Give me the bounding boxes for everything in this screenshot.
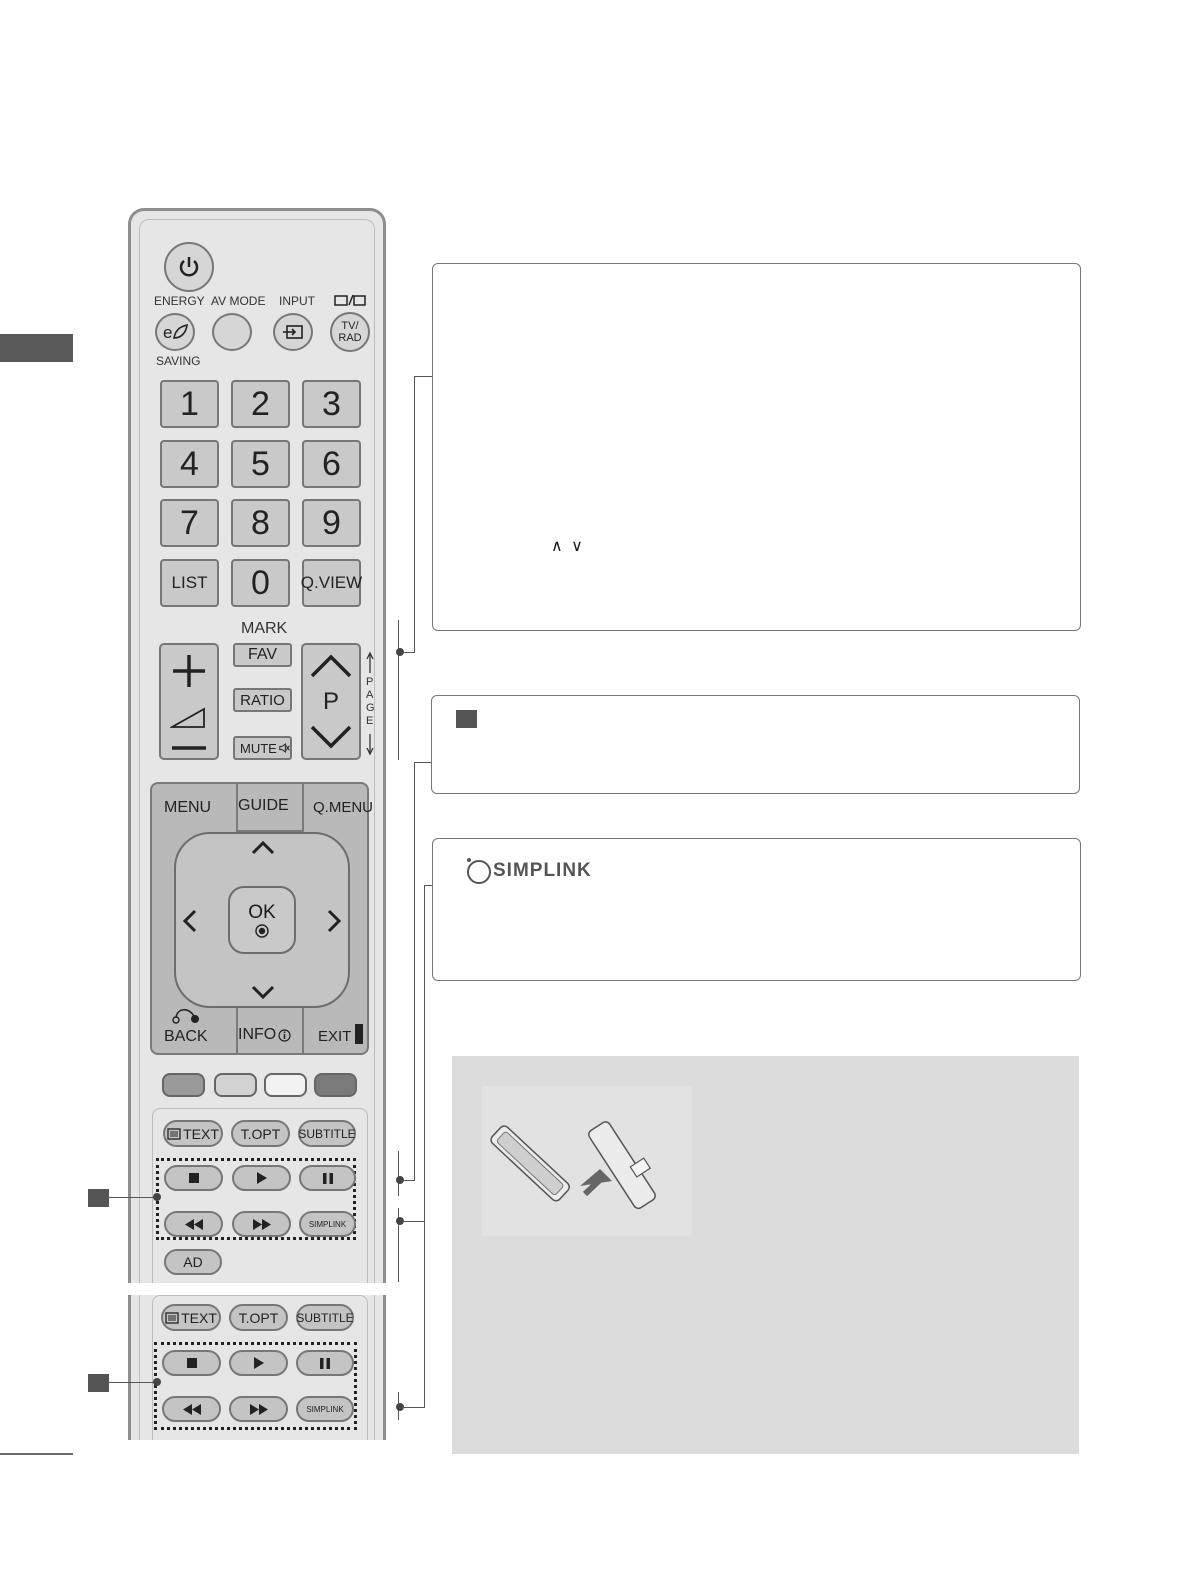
programme-rocker xyxy=(301,643,361,760)
section-gap xyxy=(120,1283,410,1295)
pause-icon xyxy=(320,1358,330,1369)
right-arrow-icon xyxy=(326,908,342,934)
simplink-button: SIMPLINK xyxy=(299,1211,356,1237)
exit-label: EXIT xyxy=(318,1028,352,1045)
info-icon xyxy=(278,1029,291,1042)
quick-menu-button: Q.MENU xyxy=(313,799,373,816)
leader-line xyxy=(402,1180,414,1181)
exit-icon xyxy=(354,1023,364,1045)
ok-dot-icon xyxy=(255,924,269,938)
navigation-block xyxy=(150,782,373,1055)
number-key-8: 8 xyxy=(231,499,290,547)
remote-battery-illustration xyxy=(482,1086,692,1236)
guide-button: GUIDE xyxy=(238,797,289,814)
av-mode-button xyxy=(212,313,252,351)
info-label: INFO xyxy=(238,1026,277,1043)
stop-button-alt xyxy=(162,1350,221,1376)
blue-key xyxy=(314,1073,357,1097)
quick-view-key: Q.VIEW xyxy=(302,559,361,607)
teletext-callout xyxy=(431,695,1080,794)
input-button xyxy=(273,313,313,351)
tv-rad-button: TV/ RAD xyxy=(330,312,370,352)
number-key-5: 5 xyxy=(231,440,290,488)
programme-label: P xyxy=(322,687,339,715)
minus-icon xyxy=(169,744,209,752)
battery-note-box xyxy=(452,1056,1079,1454)
bracket-line xyxy=(398,1151,399,1196)
simplink-logo-text: SIMPLINK xyxy=(493,860,592,881)
up-arrow-icon xyxy=(250,840,276,856)
subtitle-button-alt: SUBTITLE xyxy=(296,1304,354,1331)
number-key-7: 7 xyxy=(160,499,219,547)
battery-illustration-panel xyxy=(482,1086,692,1236)
number-key-1: 1 xyxy=(160,380,219,428)
play-icon xyxy=(253,1357,265,1369)
channel-controls-callout xyxy=(432,263,1081,631)
leader-line xyxy=(414,376,415,653)
play-icon xyxy=(256,1172,268,1184)
teletext-icon xyxy=(167,1128,181,1140)
ok-button xyxy=(228,886,296,954)
leader-line xyxy=(424,885,425,1408)
nav-divider xyxy=(302,784,304,832)
ok-label: OK xyxy=(248,902,276,923)
plus-icon xyxy=(169,651,209,691)
volume-icon xyxy=(170,707,208,729)
nav-divider xyxy=(302,1008,304,1055)
callout-marker-a xyxy=(88,1189,109,1207)
info-button xyxy=(238,1026,291,1044)
channel-up-icon xyxy=(309,653,353,679)
pause-button xyxy=(299,1165,356,1191)
svg-text:e: e xyxy=(163,323,173,341)
channel-down-icon xyxy=(309,724,353,750)
callout-marker-a xyxy=(456,710,477,728)
number-key-9: 9 xyxy=(302,499,361,547)
teletext-icon xyxy=(165,1312,179,1324)
navigation-ring xyxy=(174,832,350,1008)
audio-description-button: AD xyxy=(164,1249,222,1275)
pause-button-alt xyxy=(296,1350,354,1376)
stop-icon xyxy=(189,1173,199,1183)
simplink-button-alt: SIMPLINK xyxy=(296,1396,354,1422)
mute-button xyxy=(233,736,292,760)
yellow-key xyxy=(264,1073,307,1097)
energy-label: ENERGY xyxy=(154,294,205,308)
back-button: BACK xyxy=(164,1028,208,1045)
power-icon xyxy=(176,254,202,280)
subtitle-button: SUBTITLE xyxy=(298,1120,356,1147)
av-mode-label: AV MODE xyxy=(211,294,266,308)
saving-label: SAVING xyxy=(156,354,201,368)
leader-line xyxy=(402,1407,424,1408)
number-key-2: 2 xyxy=(231,380,290,428)
menu-button: MENU xyxy=(164,799,212,816)
text-label: TEXT xyxy=(183,1125,219,1142)
rewind-icon xyxy=(185,1219,203,1230)
input-source-icon xyxy=(282,324,304,340)
page-letter-p: P xyxy=(366,676,374,688)
simplink-callout xyxy=(432,838,1081,981)
left-arrow-icon xyxy=(182,908,198,934)
rewind-icon xyxy=(183,1404,201,1415)
simplink-logo-icon xyxy=(465,857,491,885)
fast-forward-button-alt xyxy=(229,1396,288,1422)
down-arrow-icon xyxy=(250,984,276,1000)
leader-line xyxy=(402,1221,424,1222)
leader-line xyxy=(414,376,433,377)
stop-button xyxy=(164,1165,223,1191)
tv-radio-icon xyxy=(334,294,366,306)
number-key-3: 3 xyxy=(302,380,361,428)
mute-label: MUTE xyxy=(240,740,277,756)
fast-forward-icon xyxy=(250,1404,268,1415)
text-button-alt xyxy=(161,1304,221,1331)
mark-label: MARK xyxy=(241,620,288,637)
page-letter-g: G xyxy=(366,702,375,714)
section-tab-marker xyxy=(0,334,73,362)
play-button-alt xyxy=(229,1350,288,1376)
topt-button-alt: T.OPT xyxy=(229,1304,288,1331)
stop-icon xyxy=(187,1358,197,1368)
list-key: LIST xyxy=(160,559,219,607)
number-key-4: 4 xyxy=(160,440,219,488)
fast-forward-button xyxy=(232,1211,291,1237)
rewind-button xyxy=(164,1211,223,1237)
simplink-logo xyxy=(465,857,592,885)
ratio-button: RATIO xyxy=(233,688,292,712)
leader-dot xyxy=(153,1378,161,1386)
fast-forward-icon xyxy=(253,1219,271,1230)
leader-dot xyxy=(153,1193,161,1201)
fav-button: FAV xyxy=(233,643,292,667)
power-button xyxy=(164,242,214,292)
leader-line xyxy=(402,652,414,653)
back-icon xyxy=(172,1006,202,1024)
channel-up-down-symbols: ∧ ∨ xyxy=(551,538,585,555)
topt-button: T.OPT xyxy=(231,1120,290,1147)
pause-icon xyxy=(323,1173,333,1184)
energy-saving-button xyxy=(155,313,195,351)
red-key xyxy=(162,1073,205,1097)
page-letter-a: A xyxy=(366,689,374,701)
mute-icon xyxy=(279,741,290,755)
bracket-line xyxy=(398,620,399,760)
number-key-6: 6 xyxy=(302,440,361,488)
number-key-0: 0 xyxy=(231,559,290,607)
leader-line xyxy=(109,1382,156,1383)
leader-line xyxy=(414,762,415,1181)
callout-marker-b xyxy=(88,1374,109,1392)
green-key xyxy=(214,1073,257,1097)
exit-button xyxy=(318,1023,364,1045)
rewind-button-alt xyxy=(162,1396,221,1422)
volume-rocker xyxy=(159,643,219,760)
text-label: TEXT xyxy=(181,1309,217,1326)
page-letter-e: E xyxy=(366,715,374,727)
play-button xyxy=(232,1165,291,1191)
footer-rule xyxy=(0,1453,73,1455)
eco-icon xyxy=(162,323,188,341)
input-label: INPUT xyxy=(279,294,315,308)
text-button xyxy=(163,1120,223,1147)
leader-line xyxy=(109,1197,156,1198)
